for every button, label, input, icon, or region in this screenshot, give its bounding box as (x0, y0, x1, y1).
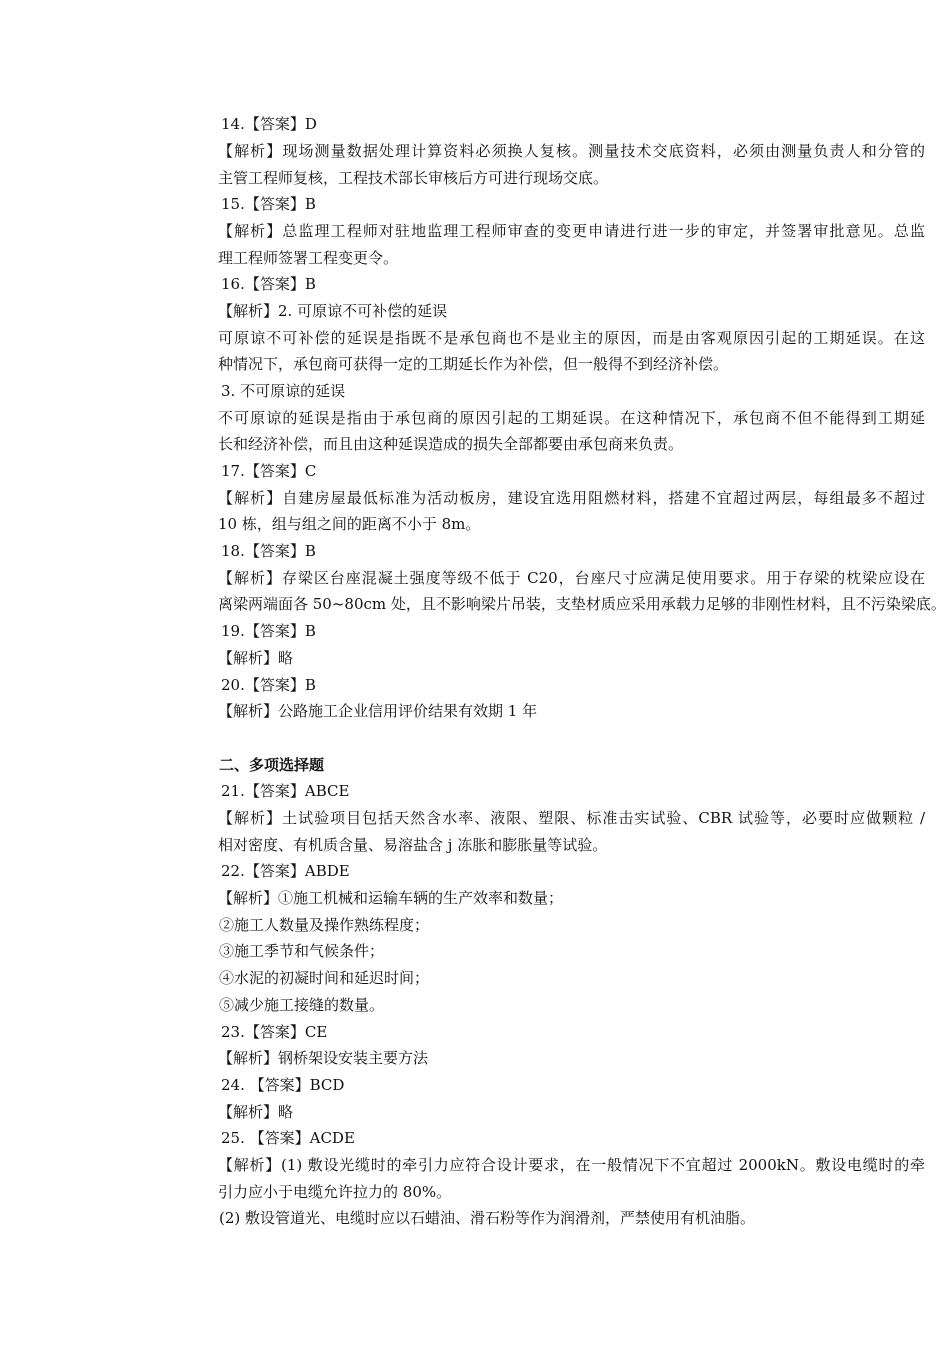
explanation-16-para-2-line-2: 长和经济补偿，而且由这种延误造成的损失全部都要由承包商来负责。 (218, 435, 684, 453)
explanation-14-line-2: 主管工程师复核，工程技术部长审核后方可进行现场交底。 (218, 169, 609, 187)
explanation-25-line-3: (2) 敷设管道光、电缆时应以石蜡油、滑石粉等作为润滑剂，严禁使用有机油脂。 (219, 1209, 756, 1227)
explanation-23: 【解析】钢桥架设安装主要方法 (218, 1049, 429, 1067)
explanation-22-item-4: ④水泥的初凝时间和延迟时间； (219, 969, 430, 987)
answer-22: 22.【答案】ABDE (221, 862, 350, 880)
explanation-22-item-1: 【解析】①施工机械和运输车辆的生产效率和数量； (218, 889, 564, 907)
answer-16: 16.【答案】B (221, 275, 316, 293)
section-heading-multiple-choice: 二、多项选择题 (219, 756, 325, 774)
explanation-16-para-1-line-2: 种情况下，承包商可获得一定的工期延长作为补偿，但一般得不到经济补偿。 (218, 355, 729, 373)
explanation-21-line-1: 【解析】土试验项目包括天然含水率、液限、塑限、标准击实试验、CBR 试验等，必要时应做颗粒 / (218, 809, 925, 827)
explanation-17-line-1: 【解析】自建房屋最低标准为活动板房，建设宜选用阻燃材料，搭建不宜超过两层，每组最多不超过 (218, 489, 925, 507)
explanation-24: 【解析】略 (218, 1103, 294, 1121)
explanation-19: 【解析】略 (218, 649, 294, 667)
explanation-15-line-1: 【解析】总监理工程师对驻地监理工程师审查的变更申请进行进一步的审定，并签署审批意见。总监 (218, 222, 925, 240)
answer-21: 21.【答案】ABCE (221, 782, 350, 800)
explanation-18-line-2: 离梁两端面各 50~80cm 处，且不影响梁片吊装，支垫材质应采用承载力足够的非刚性材料，且不污染梁底。 (218, 595, 946, 613)
answer-15: 15.【答案】B (221, 195, 316, 213)
explanation-21-line-2: 相对密度、有机质含量、易溶盐含 j 冻胀和膨胀量等试验。 (218, 836, 608, 854)
answer-20: 20.【答案】B (221, 676, 316, 694)
answer-23: 23.【答案】CE (221, 1023, 328, 1041)
answer-24: 24. 【答案】BCD (221, 1076, 345, 1094)
explanation-20: 【解析】公路施工企业信用评价结果有效期 1 年 (218, 702, 538, 720)
explanation-16-para-1-line-1: 可原谅不可补偿的延误是指既不是承包商也不是业主的原因，而是由客观原因引起的工期延误。在这 (218, 329, 925, 347)
explanation-16-subheading: 3. 不可原谅的延误 (221, 382, 346, 400)
answer-17: 17.【答案】C (221, 462, 317, 480)
answer-19: 19.【答案】B (221, 622, 316, 640)
explanation-18-line-1: 【解析】存梁区台座混凝土强度等级不低于 C20，台座尺寸应满足使用要求。用于存梁的枕梁应设在 (218, 569, 925, 587)
explanation-17-line-2: 10 栋，组与组之间的距离不小于 8m。 (218, 515, 481, 533)
explanation-16-para-2-line-1: 不可原谅的延误是指由于承包商的原因引起的工期延误。在这种情况下，承包商不但不能得到工期延 (218, 409, 925, 427)
explanation-16-heading: 【解析】2. 可原谅不可补偿的延误 (218, 302, 448, 320)
answer-18: 18.【答案】B (221, 542, 316, 560)
explanation-22-item-3: ③施工季节和气候条件； (219, 942, 385, 960)
explanation-25-line-1: 【解析】(1) 敷设光缆时的牵引力应符合设计要求，在一般情况下不宜超过 2000kN。敷设电缆时的牵 (218, 1156, 925, 1174)
answer-25: 25. 【答案】ACDE (221, 1129, 355, 1147)
explanation-25-line-2: 引力应小于电缆允许拉力的 80%。 (218, 1183, 452, 1201)
explanation-22-item-5: ⑤减少施工接缝的数量。 (219, 996, 385, 1014)
answer-14: 14.【答案】D (221, 115, 317, 133)
explanation-14-line-1: 【解析】现场测量数据处理计算资料必须换人复核。测量技术交底资料，必须由测量负责人和分管的 (218, 142, 925, 160)
explanation-22-item-2: ②施工人数量及操作熟练程度； (219, 916, 430, 934)
explanation-15-line-2: 理工程师签署工程变更令。 (218, 249, 399, 267)
